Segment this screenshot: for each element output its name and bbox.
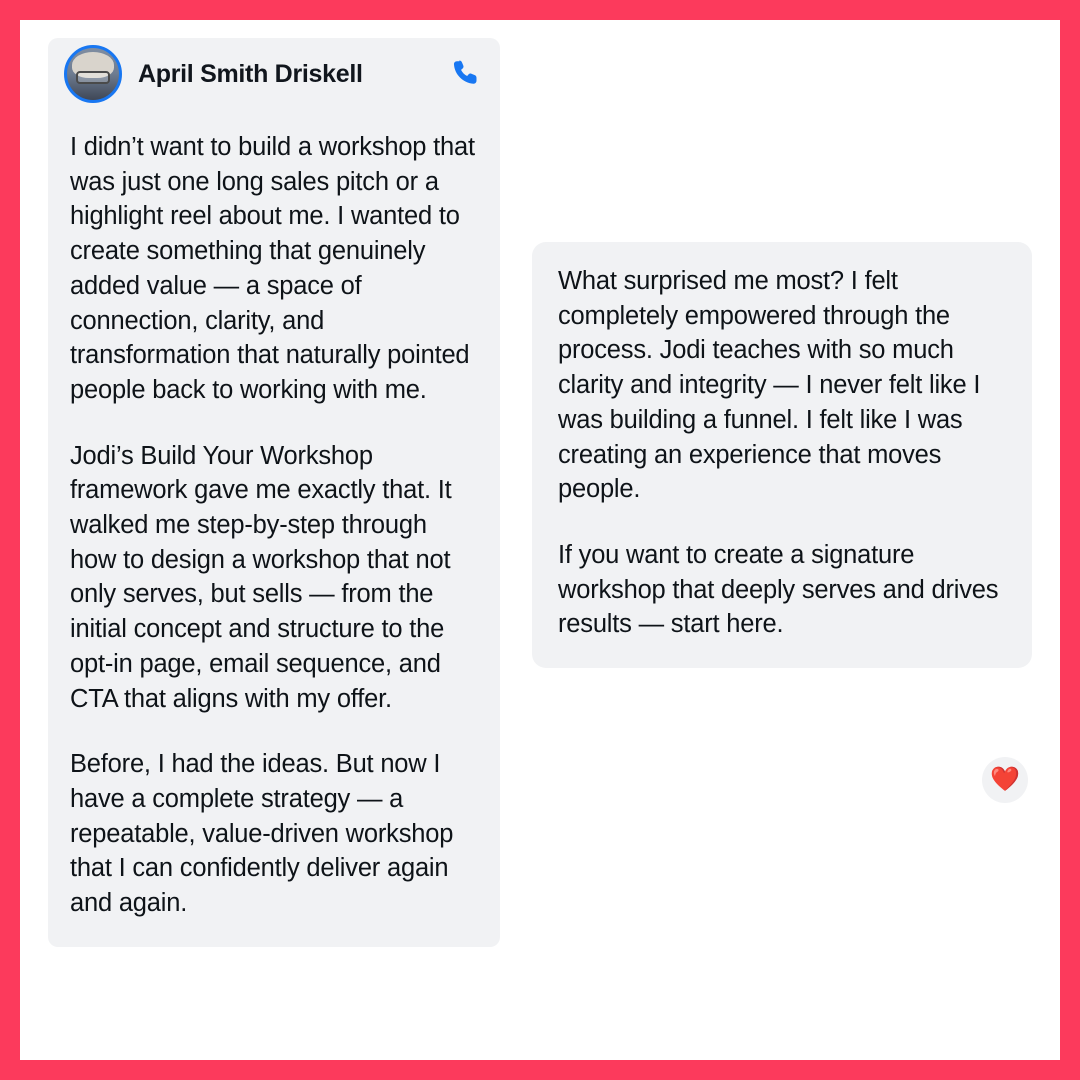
contact-name: April Smith Driskell [138,59,363,88]
chat-screenshot-frame [20,20,1060,1060]
phone-call-icon[interactable] [450,57,484,91]
outgoing-paragraph-1: What surprised me most? I felt completely empowered through the process. Jodi teaches with so much clarity and integrity — I never felt like I was building a funnel. I felt like I was creating an experience that moves people. [558,267,981,504]
chat-header [48,38,500,110]
outgoing-paragraph-2: If you want to create a signature workshop that deeply serves and drives results — start here. [558,540,999,639]
incoming-paragraph-3: Before, I had the ideas. But now I have a complete strategy — a repeatable, value-driven workshop that I can confidently deliver again and again. [70,750,454,918]
avatar[interactable] [64,45,122,103]
incoming-paragraph-2: Jodi’s Build Your Workshop framework gave me exactly that. It walked me step-by-step through how to design a workshop that not only serves, but sells — from the initial concept and structure to the opt-in page, email sequence, and CTA that aligns with my offer. [70,441,452,713]
incoming-message-bubble[interactable] [48,110,500,947]
outgoing-message-bubble[interactable] [532,242,1032,668]
heart-reaction[interactable]: ❤️ [982,757,1028,803]
incoming-paragraph-1: I didn’t want to build a workshop that was just one long sales pitch or a highlight reel about me. I wanted to create something that genuinely added value — a space of connection, clarity, and transformation that naturally pointed people back to working with me. [70,133,475,404]
